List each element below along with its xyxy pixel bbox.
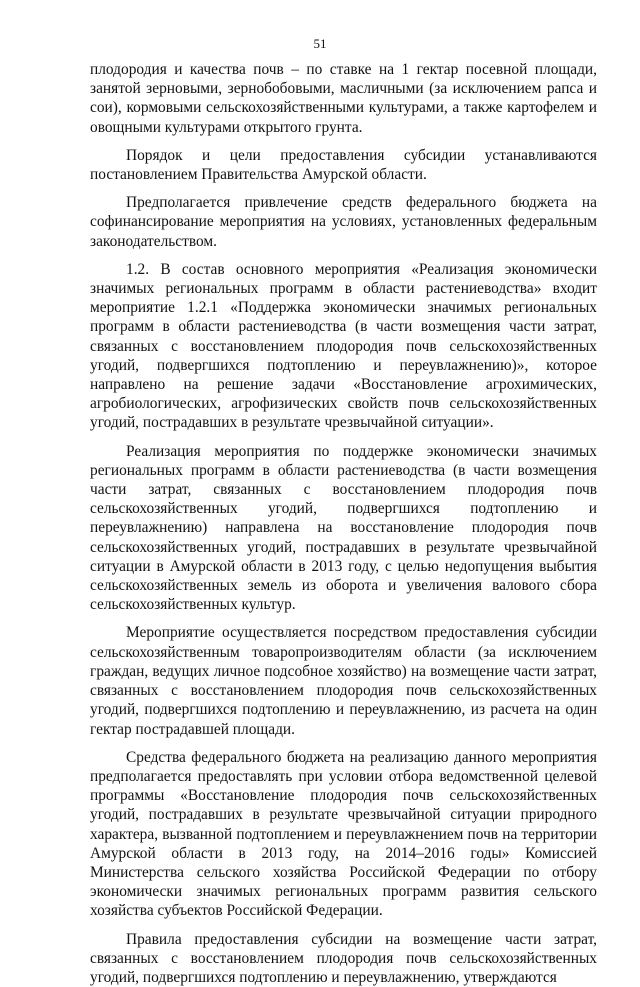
paragraph-federal-budget: Предполагается привлечение средств федерального бюджета на софинансирование мероприятия на условиях, установленных федеральным законодательством. <box>90 194 597 250</box>
paragraph-implementation: Реализация мероприятия по поддержке экономически значимых региональных программ в области растениеводства (в части возмещения части затрат, связанных с восстановлением плодородия почв сельскохозяйственных угодий, подвергшихся подтоплению и переувлажнению) направлена на восстановление плодородия почв сельскохозяйственных угодий, пострадавших в результате чрезвычайной ситуации в Амурской области в 2013 году, с целью недопущения выбытия сельскохозяйственных земель из оборота и увеличения валового сбора сельскохозяйственных культур. <box>90 442 597 614</box>
paragraph-section-1-2: 1.2. В состав основного мероприятия «Реализация экономически значимых региональных программ в области растениеводства» входит мероприятие 1.2.1 «Поддержка экономически значимых региональных программ в области растениеводства (в части возмещения части затрат, связанных с восстановлением плодородия почв сельскохозяйственных угодий, подвергшихся подтоплению и переувлажнению)», которое направлено на решение задачи «Восстановление агрохимических, агробиологических, агрофизических свойств почв сельскохозяйственных угодий, пострадавших в результате чрезвычайной ситуации». <box>90 260 597 432</box>
paragraph-continuation: плодородия и качества почв – по ставке на 1 гектар посевной площади, занятой зерновыми, зернобобовыми, масличными (за исключением рапса и сои), кормовыми сельскохозяйственными культурами, а также картофелем и овощными культурами открытого грунта. <box>90 61 597 136</box>
paragraph-mechanism: Мероприятие осуществляется посредством предоставления субсидии сельскохозяйственным товаропроизводителям области (за исключением граждан, ведущих личное подсобное хозяйство) на возмещение части затрат, связанных с восстановлением плодородия почв сельскохозяйственных угодий, подвергшихся подтоплению и переувлажнению, из расчета на один гектар пострадавшей площади. <box>90 624 597 738</box>
page-number: 51 <box>313 36 327 51</box>
paragraph-subsidy-procedure: Порядок и цели предоставления субсидии устанавливаются постановлением Правительства Амурской области. <box>90 146 597 184</box>
paragraph-federal-funds: Средства федерального бюджета на реализацию данного мероприятия предполагается предоставлять при условии отбора ведомственной целевой программы «Восстановление плодородия почв сельскохозяйственных угодий, пострадавших в результате чрезвычайной ситуации природного характера, вызванной подтоплением и переувлажнением почв на территории Амурской области в 2013 году, на 2014–2016 годы» Комиссией Министерства сельского хозяйства Российской Федерации по отбору экономически значимых региональных программ развития сельского хозяйства субъектов Российской Федерации. <box>90 748 597 920</box>
paragraph-rules: Правила предоставления субсидии на возмещение части затрат, связанных с восстановлением плодородия почв сельскохозяйственных угодий, подвергшихся подтоплению и переувлажнению, утверждаются <box>90 930 597 986</box>
document-body <box>90 60 597 987</box>
